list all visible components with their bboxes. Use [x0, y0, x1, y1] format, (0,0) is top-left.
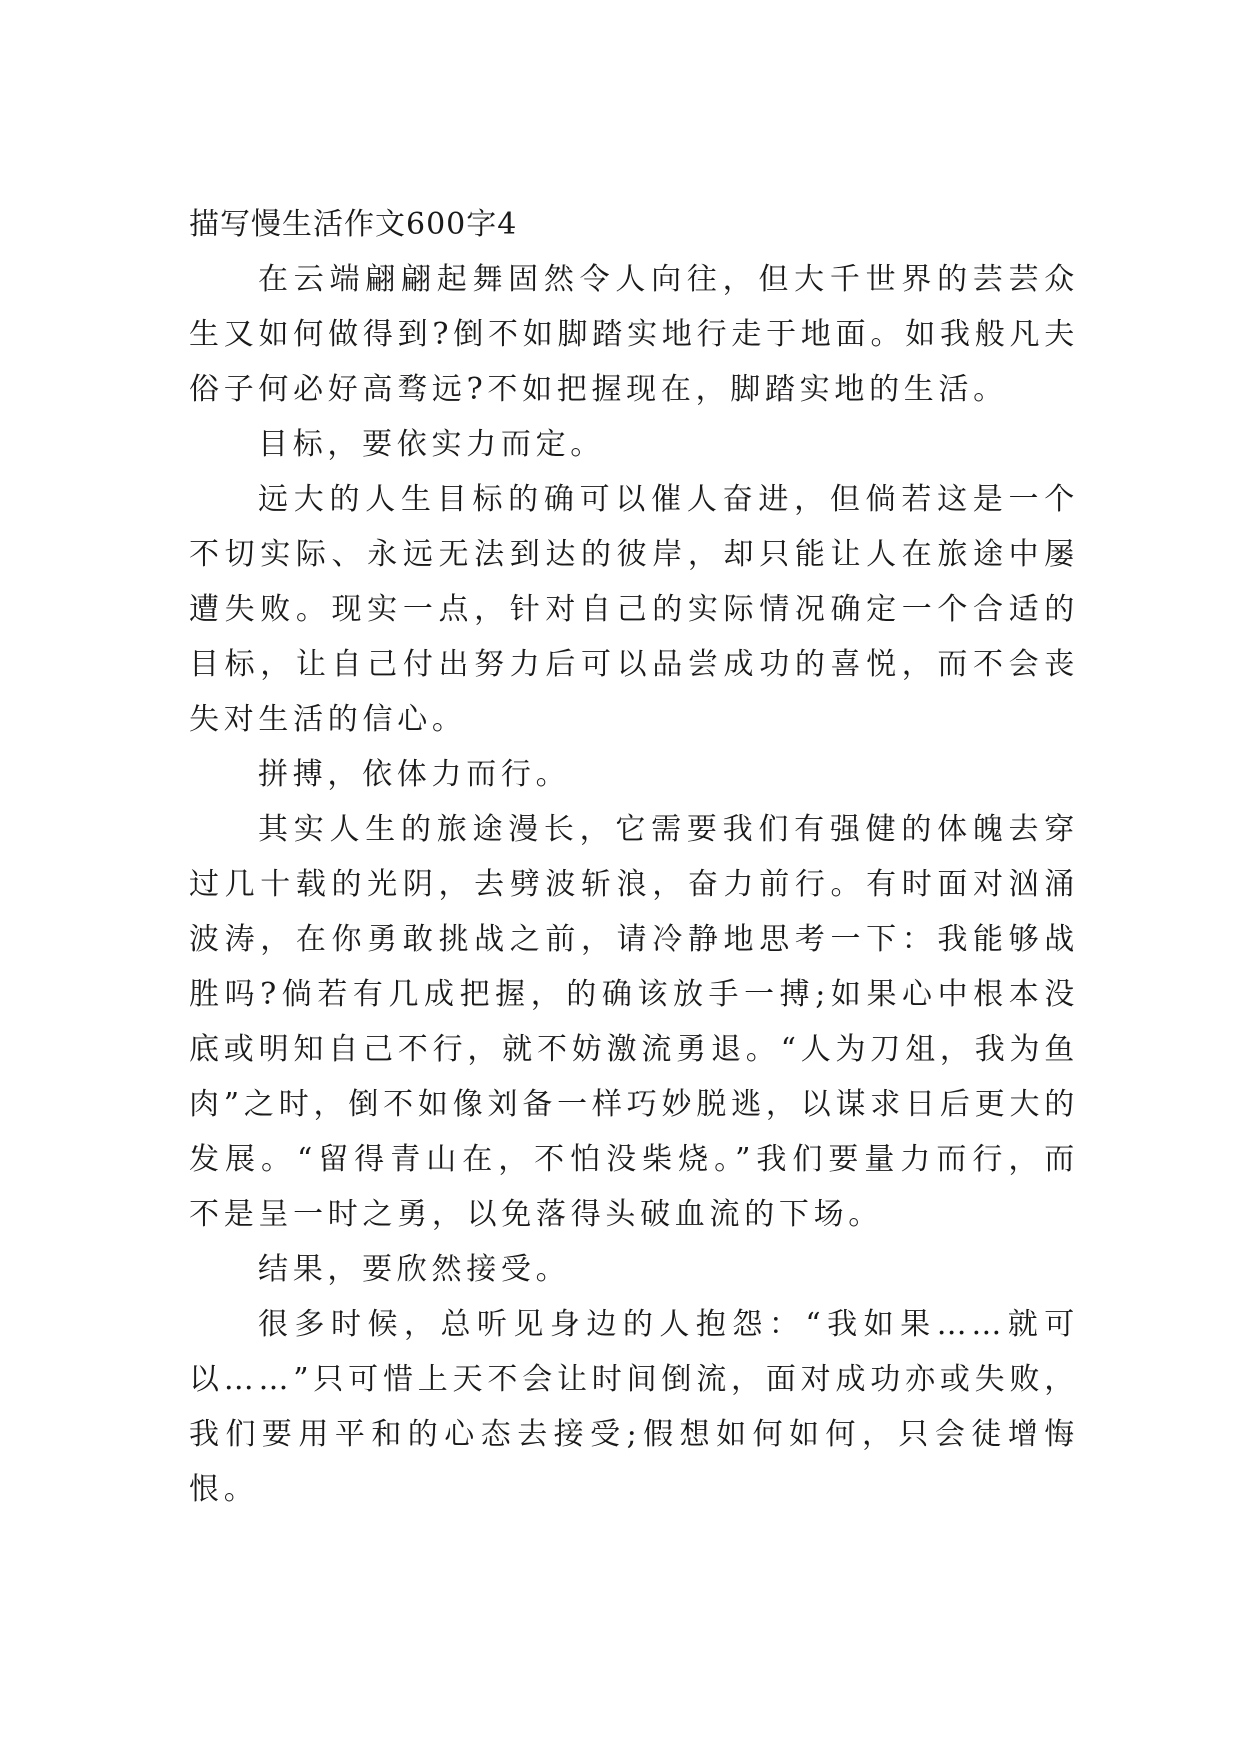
document-title: 描写慢生活作文600字4	[189, 207, 518, 242]
paragraph-effort-body: 其实人生的旅途漫长，它需要我们有强健的体魄去穿过几十载的光阴，去劈波斩浪，奋力前行。有时面对汹涌波涛，在你勇敢挑战之前，请冷静地思考一下：我能够战胜吗?倘若有几成把握，的确该放手一搏;如果心中根本没底或明知自己不行，就不妨激流勇退。“人为刀俎，我为鱼肉”之时，倒不如像刘备一样巧妙脱逃，以谋求日后更大的发展。“留得青山在，不怕没柴烧。”我们要量力而行，而不是呈一时之勇，以免落得头破血流的下场。	[189, 812, 1079, 1232]
paragraph-goal-heading: 目标，要依实力而定。	[258, 427, 605, 462]
paragraph-goal-body: 远大的人生目标的确可以催人奋进，但倘若这是一个不切实际、永远无法到达的彼岸，却只能让人在旅途中屡遭失败。现实一点，针对自己的实际情况确定一个合适的目标，让自己付出努力后可以品尝成功的喜悦，而不会丧失对生活的信心。	[189, 482, 1079, 737]
paragraph-effort-heading: 拼搏，依体力而行。	[258, 757, 571, 792]
document-body	[189, 197, 1079, 1517]
paragraph-result-heading: 结果，要欣然接受。	[258, 1252, 571, 1287]
paragraph-result-body: 很多时候，总听见身边的人抱怨：“我如果……就可以……”只可惜上天不会让时间倒流，面对成功亦或失败，我们要用平和的心态去接受;假想如何如何，只会徒增悔恨。	[189, 1307, 1079, 1507]
paragraph-intro: 在云端翩翩起舞固然令人向往，但大千世界的芸芸众生又如何做得到?倒不如脚踏实地行走于地面。如我般凡夫俗子何必好高骛远?不如把握现在，脚踏实地的生活。	[189, 262, 1079, 407]
